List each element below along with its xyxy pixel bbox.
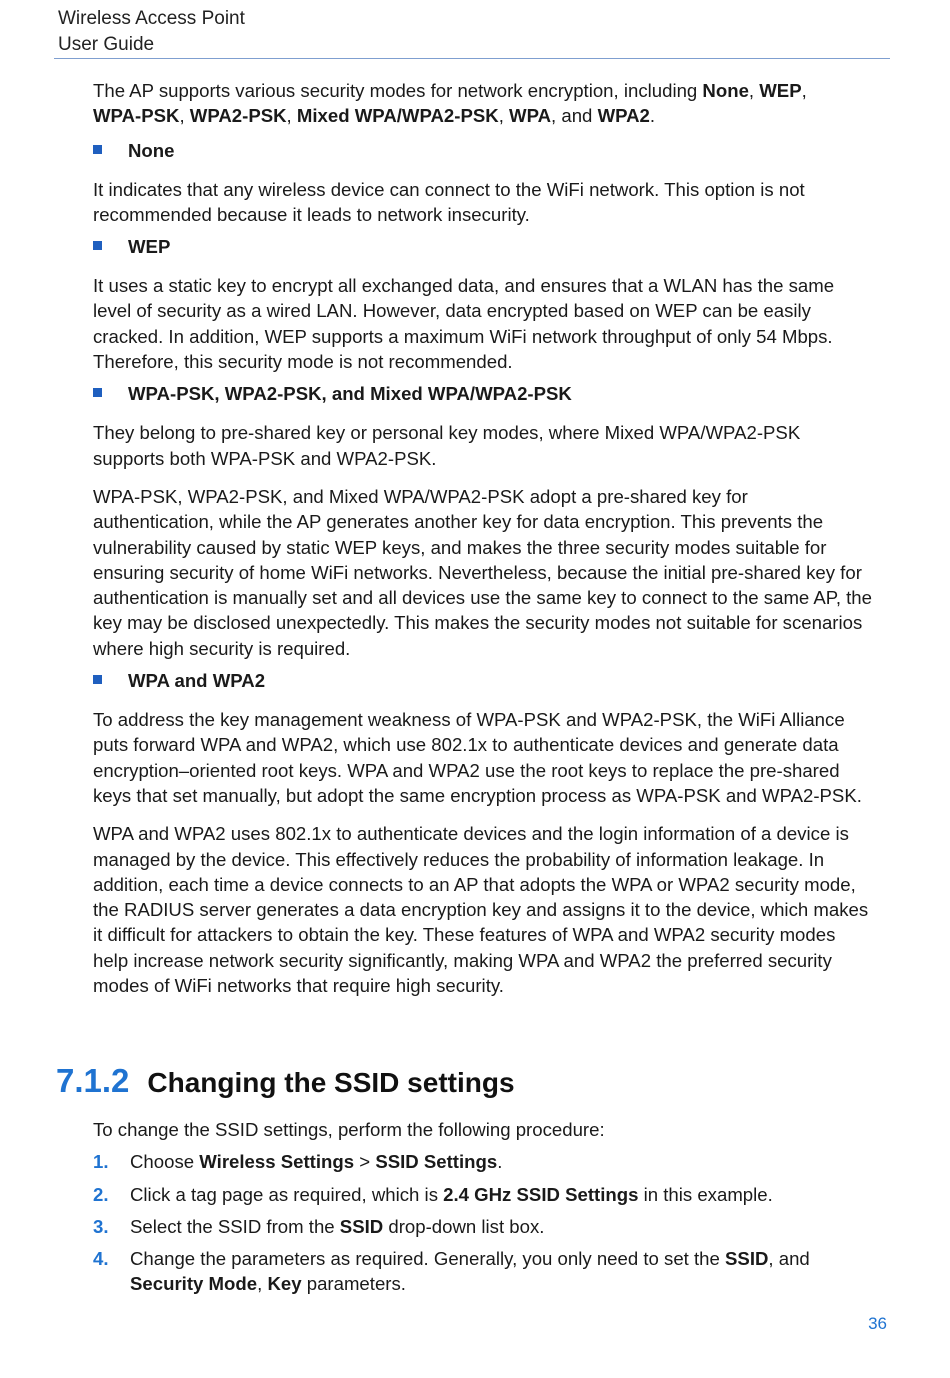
mode-description: WPA-PSK, WPA2-PSK, and Mixed WPA/WPA2-PSK adopt a pre-shared key for authentication, while the AP generates another key for data encryption. This prevents the vulnerability caused by static WEP keys, and makes the three security modes suitable for ensuring security of home WiFi networks. Nevertheless, because the initial pre-shared key for authentication is manually set and all devices use the same key to connect to the same AP, the key may be disclosed unexpectedly. This makes the security modes not suitable for scenarios where high security is required. — [93, 485, 872, 659]
mode-heading-psk: WPA-PSK, WPA2-PSK, and Mixed WPA/WPA2-PSK — [93, 381, 873, 406]
mode-description: To address the key management weakness of WPA-PSK and WPA2-PSK, the WiFi Alliance puts forward WPA and WPA2, which use 802.1x to authenticate devices and generate data encryption–oriented root keys. WPA and WPA2 use the root keys to replace the pre-shared keys that set manually, but adopt the same encryption process as WPA-PSK and WPA2-PSK. — [93, 709, 862, 806]
square-bullet-icon — [93, 675, 102, 684]
procedure-step — [93, 1246, 883, 1297]
section-number: 7.1.2 — [56, 1062, 130, 1099]
procedure-step — [93, 1149, 883, 1174]
square-bullet-icon — [93, 241, 102, 250]
step-text: Select the SSID from the SSID drop-down list box. — [130, 1215, 545, 1237]
step-number: 3. — [93, 1215, 109, 1237]
header-product: Wireless Access Point — [58, 8, 245, 29]
square-bullet-icon — [93, 388, 102, 397]
procedure-step — [93, 1214, 883, 1239]
section-title: Changing the SSID settings — [147, 1067, 515, 1098]
mode-heading-wep: WEP — [93, 234, 873, 259]
square-bullet-icon — [93, 145, 102, 154]
procedure-intro: To change the SSID settings, perform the following procedure: — [93, 1119, 605, 1140]
mode-description: It indicates that any wireless device can connect to the WiFi network. This option is not recommended because it leads to network insecurity. — [93, 178, 805, 225]
step-number: 2. — [93, 1183, 109, 1205]
procedure — [93, 1117, 883, 1297]
procedure-step — [93, 1182, 883, 1207]
page-number: 36 — [868, 1314, 887, 1333]
step-number: 1. — [93, 1151, 109, 1173]
step-number: 4. — [93, 1248, 109, 1270]
section-heading — [56, 1062, 515, 1100]
intro-paragraph: The AP supports various security modes for network encryption, including None, WEP, WPA-PSK, WPA2-PSK, Mixed WPA/WPA2-PSK, WPA, and WPA2. — [93, 80, 807, 127]
step-text: Change the parameters as required. Generally, you only need to set the SSID, and Security Mode, Key parameters. — [130, 1248, 810, 1295]
mode-description: They belong to pre-shared key or personal key modes, where Mixed WPA/WPA2-PSK supports both WPA-PSK and WPA2-PSK. — [93, 422, 801, 469]
security-modes-content — [93, 78, 873, 1011]
mode-heading-wpa: WPA and WPA2 — [93, 668, 873, 693]
mode-heading-none: None — [93, 138, 873, 163]
mode-description: WPA and WPA2 uses 802.1x to authenticate devices and the login information of a device is managed by the device. This effectively reduces the probability of information leakage. In addition, each time a device connects to an AP that adopts the WPA or WPA2 security mode, the RADIUS server generates a data encryption key and assigns it to the device, which makes it difficult for attackers to obtain the key. These features of WPA and WPA2 security modes help increase network security significantly, making WPA and WPA2 the preferred security modes of WiFi networks that require high security. — [93, 823, 869, 997]
header-doc-type: User Guide — [58, 34, 155, 55]
step-text: Choose Wireless Settings > SSID Settings. — [130, 1151, 503, 1173]
page-header — [58, 6, 245, 58]
header-divider — [54, 58, 890, 59]
mode-description: It uses a static key to encrypt all exchanged data, and ensures that a WLAN has the same level of security as a wired LAN. However, data encrypted based on WEP can be easily cracked. In addition, WEP supports a maximum WiFi network throughput of only 54 Mbps. Therefore, this security mode is not recommended. — [93, 275, 835, 373]
step-text: Click a tag page as required, which is 2.4 GHz SSID Settings in this example. — [130, 1183, 773, 1205]
